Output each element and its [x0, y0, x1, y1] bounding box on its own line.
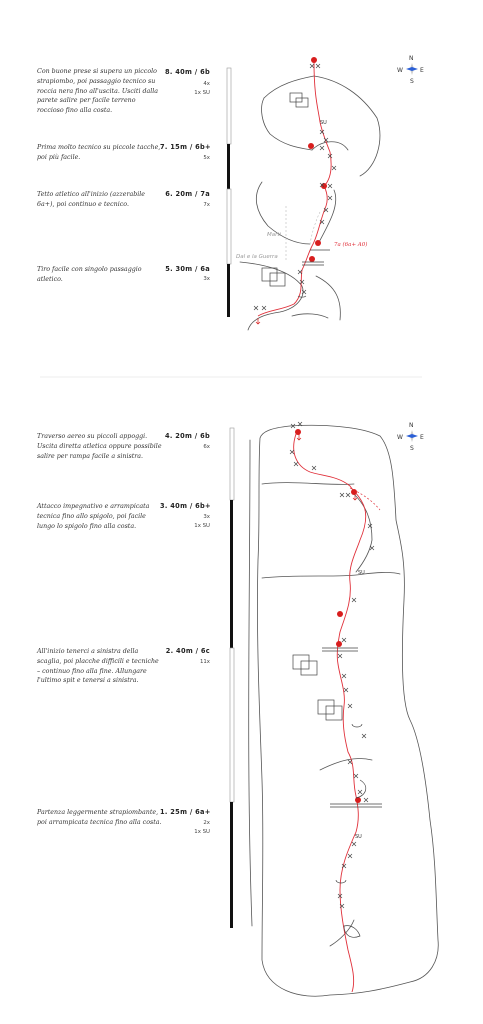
compass-icon-topo2	[397, 422, 424, 452]
pitch-gear-7: 5x	[203, 155, 210, 161]
pitch-length-bars-topo1	[227, 68, 231, 317]
svg-text:E: E	[420, 434, 424, 441]
annotation-su-topo1: SU	[320, 120, 327, 126]
pitch-description-6: Tetto atletico all'inizio (azzerabile 6a+), poi continuo e tecnico.	[37, 191, 146, 208]
pitch-gear-1: 2x 1x SU	[194, 820, 210, 835]
pitch-gear-2: 11x	[199, 659, 210, 665]
annotation-su-topo2-a: SU	[358, 570, 365, 576]
pitch-description-4: Traverso aereo su piccoli appoggi. Uscita diretta atletica oppure possibile salire per rampa facile a sinistra.	[37, 433, 162, 460]
rock-outline-topo1	[240, 76, 380, 330]
annotation-dalla-guerra: Dal e la Guerra	[236, 254, 278, 260]
svg-text:S: S	[410, 445, 414, 452]
svg-text:E: E	[420, 67, 424, 74]
pitch-grade-4: 4. 20m / 6b	[164, 432, 210, 440]
pitch-description-7: Prima molto tecnico su piccole tacche, poi più facile.	[37, 144, 161, 161]
annotation-crux: 7a (6a+ A0)	[334, 242, 368, 248]
route-line-topo2	[294, 434, 366, 992]
old-route-line	[286, 206, 320, 262]
annotation-marti: Marti	[267, 232, 282, 238]
flakes-topo2	[293, 648, 382, 937]
pitch-grade-7: 7. 15m / 6b+	[160, 143, 211, 151]
pitch-length-bars-topo2	[230, 428, 234, 928]
pitch-grade-2: 2. 40m / 6c	[165, 647, 210, 655]
pitch-description-3: Attacco impegnativo e arrampicata tecnica fino allo spigolo, poi facile lungo lo spigolo fino alla costa.	[37, 503, 150, 530]
pitch-description-5: Tiro facile con singolo passaggio atletico.	[37, 266, 142, 283]
svg-text:W: W	[397, 67, 403, 74]
pitch-gear-4: 6x	[203, 444, 210, 450]
pitch-grade-3: 3. 40m / 6b+	[160, 502, 211, 510]
pitch-grade-1: 1. 25m / 6a+	[160, 808, 211, 816]
pitch-grade-8: 8. 40m / 6b	[164, 68, 210, 76]
pitch-description-1: Partenza leggermente strapiombante, poi arrampicata tecnica fino alla costa.	[37, 809, 162, 826]
svg-text:S: S	[410, 78, 414, 85]
pitch-gear-6: 7x	[203, 202, 210, 208]
pitch-gear-3: 3x 1x SU	[194, 514, 210, 529]
pitch-gear-5: 3x	[203, 276, 210, 282]
pitch-grade-6: 6. 20m / 7a	[165, 190, 210, 198]
annotation-su-topo2-b: SU	[355, 834, 362, 840]
pitch-grade-5: 5. 30m / 6a	[165, 265, 210, 273]
svg-text:W: W	[397, 434, 403, 441]
bolts-topo1	[254, 64, 336, 310]
svg-text:N: N	[409, 422, 414, 429]
svg-text:N: N	[409, 55, 414, 62]
descent-arrows	[256, 318, 357, 500]
pitch-description-8: Con buone prese si supera un piccolo strapiombo, poi passaggio tecnico su roccia nera fino all'uscita. Usciti dalla parete salire per facile terreno roccioso fino alla costa.	[37, 68, 159, 114]
compass-icon-topo1	[397, 55, 424, 85]
pitch-description-2: All'inizio tenerci a sinistra della scaglia, poi placche difficili e tecniche – continuo fino alla fine. Allungare l'ultimo spit e tenersi a sinistra.	[37, 648, 159, 685]
pitch-gear-8: 4x 1x SU	[194, 81, 210, 96]
belay-stations-topo2	[295, 429, 361, 803]
